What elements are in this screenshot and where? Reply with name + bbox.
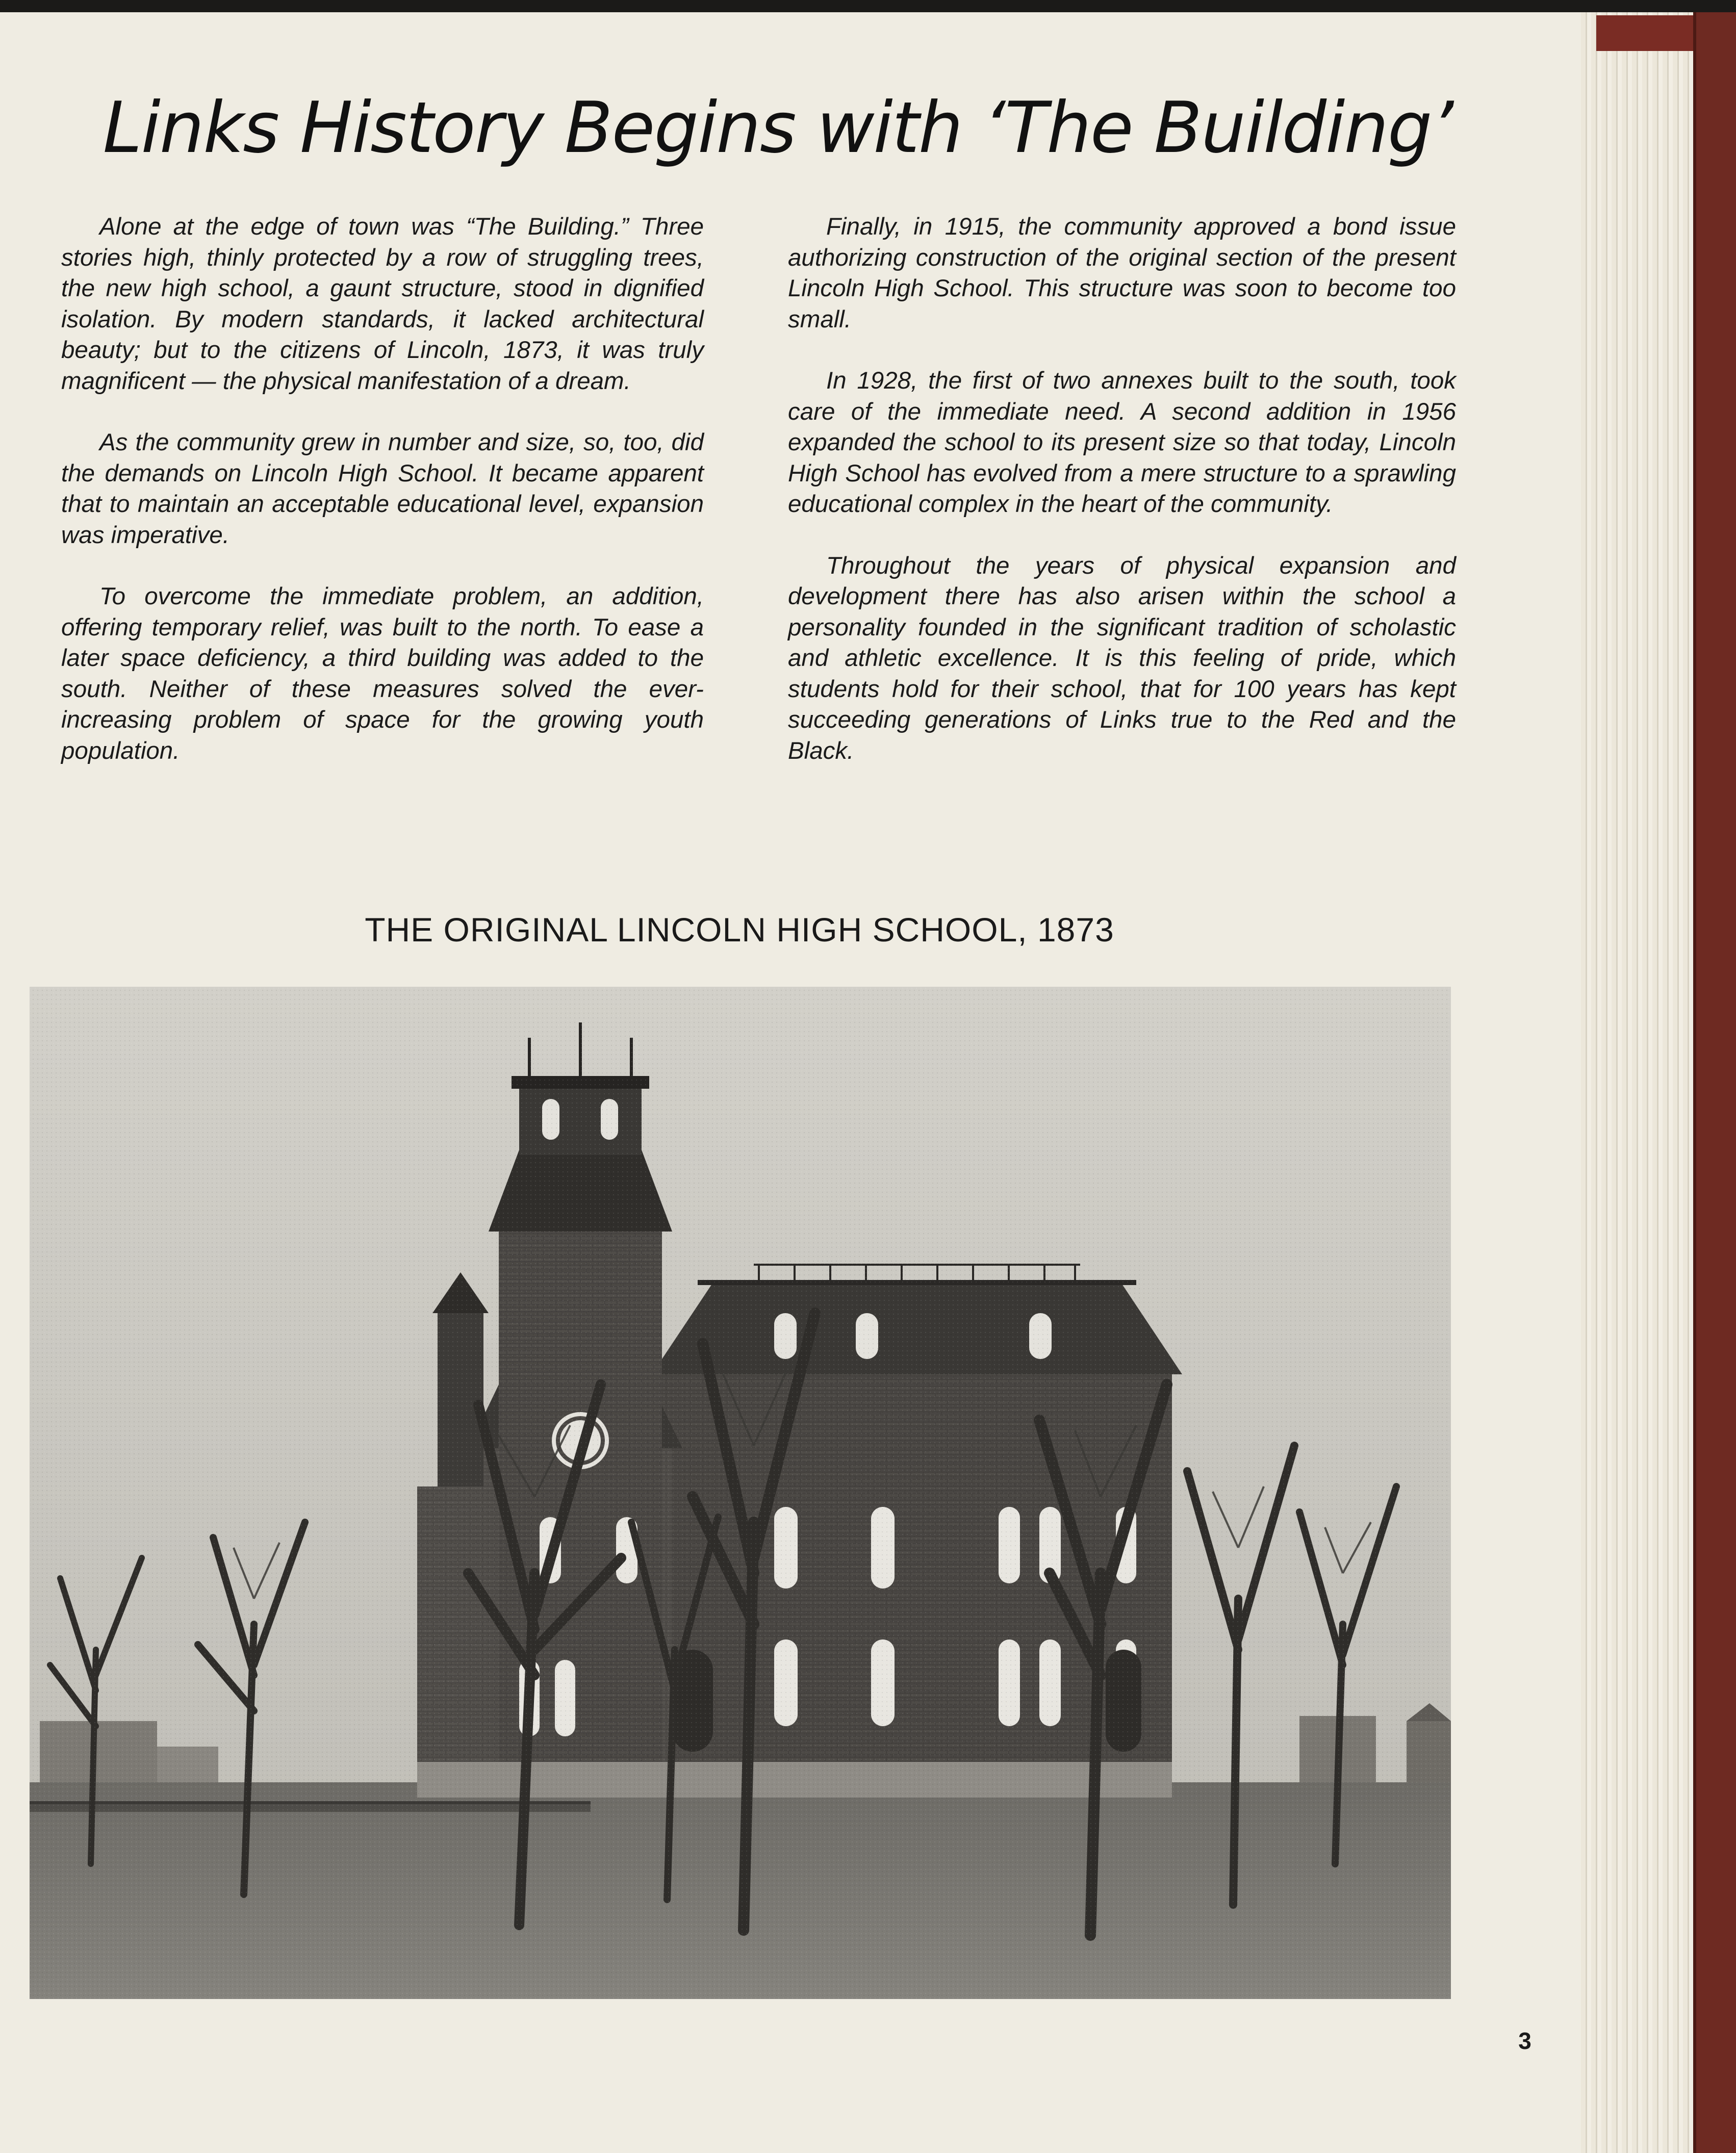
paragraph: Finally, in 1915, the community approved a bond issue authorizing construction of the original section of the present Lincoln High School. This structure was soon to become too small. (788, 213, 1456, 333)
page-edges (1581, 12, 1693, 2153)
paragraph: In 1928, the first of two annexes built to the south, took care of the immediate need. A second addition in 1956 expanded the school to its present size so that today, Lincoln High School has evolved from a mere structure to a sprawling educational complex in the heart of the community. (788, 367, 1456, 518)
page-number: 3 (1518, 2028, 1531, 2054)
paragraph: Throughout the years of physical expansion and development there has also arisen within the school a personality founded in the significant tradition of scholastic and athletic excellence. It is this feeling of pride, which students hold for their school, that for 100 years has kept succeeding generations of Links true to the Red and the Black. (788, 552, 1456, 764)
school-building-photo (30, 987, 1451, 1999)
photo-caption: THE ORIGINAL LINCOLN HIGH SCHOOL, 1873 (365, 911, 1114, 949)
right-text-column (788, 212, 1456, 797)
book-cover (1693, 12, 1736, 2153)
paragraph: As the community grew in number and size, so, too, did the demands on Lincoln High School. It became apparent that to maintain an acceptable educational level, expansion was imperative. (61, 429, 704, 549)
article-headline: Links History Begins with ‘The Building’ (103, 87, 1453, 169)
paragraph: To overcome the immediate problem, an addition, offering temporary relief, was built to the north. To ease a later space deficiency, a third building was added to the south. Neither of these measures solved the ever-increasing problem of space for the growing youth population. (61, 583, 704, 764)
paragraph: Alone at the edge of town was “The Building.” Three stories high, thinly protected by a row of struggling trees, the new high school, a gaunt structure, stood in dignified isolation. By modern standards, it lacked architectural beauty; but to the citizens of Lincoln, 1873, it was truly magnificent — the physical manifestation of a dream. (61, 213, 704, 395)
left-text-column (61, 212, 704, 797)
